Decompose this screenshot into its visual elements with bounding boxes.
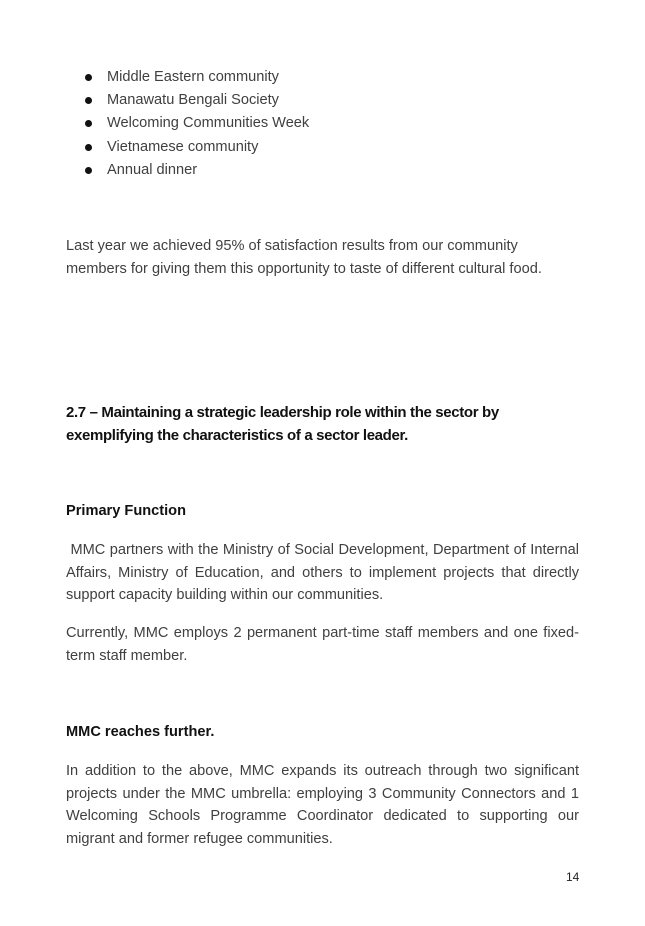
primary-function-paragraph: MMC partners with the Ministry of Social Development, Department of Internal Affairs, Ministry of Education, and others to implement projects that directly support capacity building within our communities. <box>66 542 579 603</box>
bullet-icon <box>85 167 92 174</box>
satisfaction-paragraph: Last year we achieved 95% of satisfaction results from our community members for giving them this opportunity to taste of different cultural food. <box>66 238 542 277</box>
reaches-further-heading: MMC reaches further. <box>66 724 215 740</box>
primary-function-heading: Primary Function <box>66 503 187 519</box>
list-item <box>84 112 309 135</box>
list-item-text: Middle Eastern community <box>107 69 279 85</box>
list-item-text: Vietnamese community <box>107 138 259 155</box>
list-item <box>84 159 309 182</box>
list-item-text: Welcoming Communities Week <box>107 115 310 132</box>
bullet-icon <box>85 74 92 81</box>
list-item-text: Annual dinner <box>107 161 198 178</box>
bullet-icon <box>85 97 92 104</box>
staffing-paragraph: Currently, MMC employs 2 permanent part-time staff members and one fixed-term staff member. <box>66 625 579 664</box>
page-number: 14 <box>566 870 580 884</box>
list-item-text: Manawatu Bengali Society <box>107 92 279 109</box>
bullet-icon <box>85 120 92 127</box>
list-item <box>84 136 309 159</box>
bullet-icon <box>85 144 92 151</box>
section-heading: 2.7 – Maintaining a strategic leadership role within the sector by exemplifying the characteristics of a sector leader. <box>66 404 499 444</box>
community-events-list <box>84 66 309 182</box>
reaches-further-paragraph: In addition to the above, MMC expands its outreach through two significant projects under the MMC umbrella: employing 3 Community Connectors and 1 Welcoming Schools Programme Coordinator dedicated to supporting our migrant and former refugee communities. <box>66 763 579 847</box>
list-item <box>84 66 309 89</box>
list-item <box>84 89 309 112</box>
